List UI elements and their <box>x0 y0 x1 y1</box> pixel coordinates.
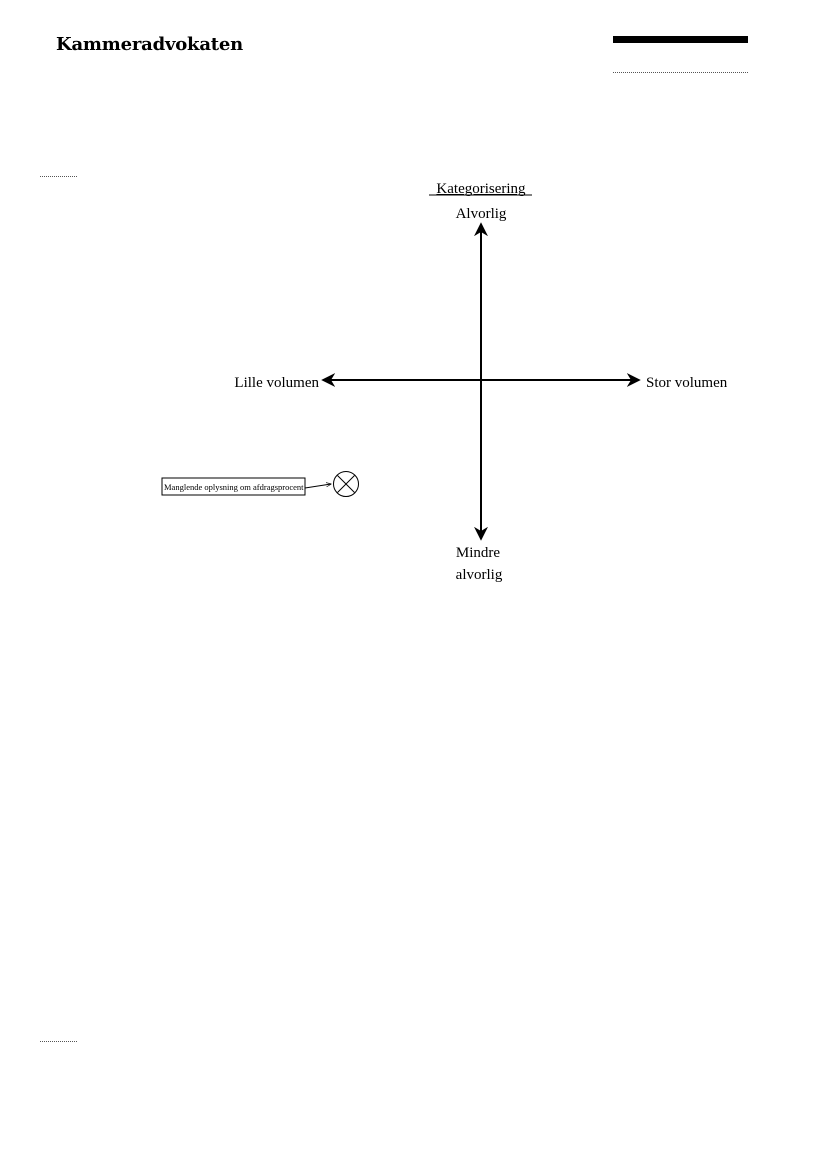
right-axis-label: Stor volumen <box>646 375 728 391</box>
left-axis-label: Lille volumen <box>234 375 319 391</box>
bottom-axis-label-line2: alvorlig <box>455 567 503 583</box>
diagram-heading: Kategorisering <box>436 181 526 197</box>
callout-pointer-arrow <box>305 484 331 488</box>
bottom-axis-label-line1: Mindre <box>455 545 501 561</box>
brand-title: Kammeradvokaten <box>56 34 244 55</box>
top-axis-label: Alvorlig <box>455 206 507 222</box>
cross-circle-icon <box>334 472 359 497</box>
callout-text: Manglende oplysning om afdragsprocent <box>164 482 304 492</box>
